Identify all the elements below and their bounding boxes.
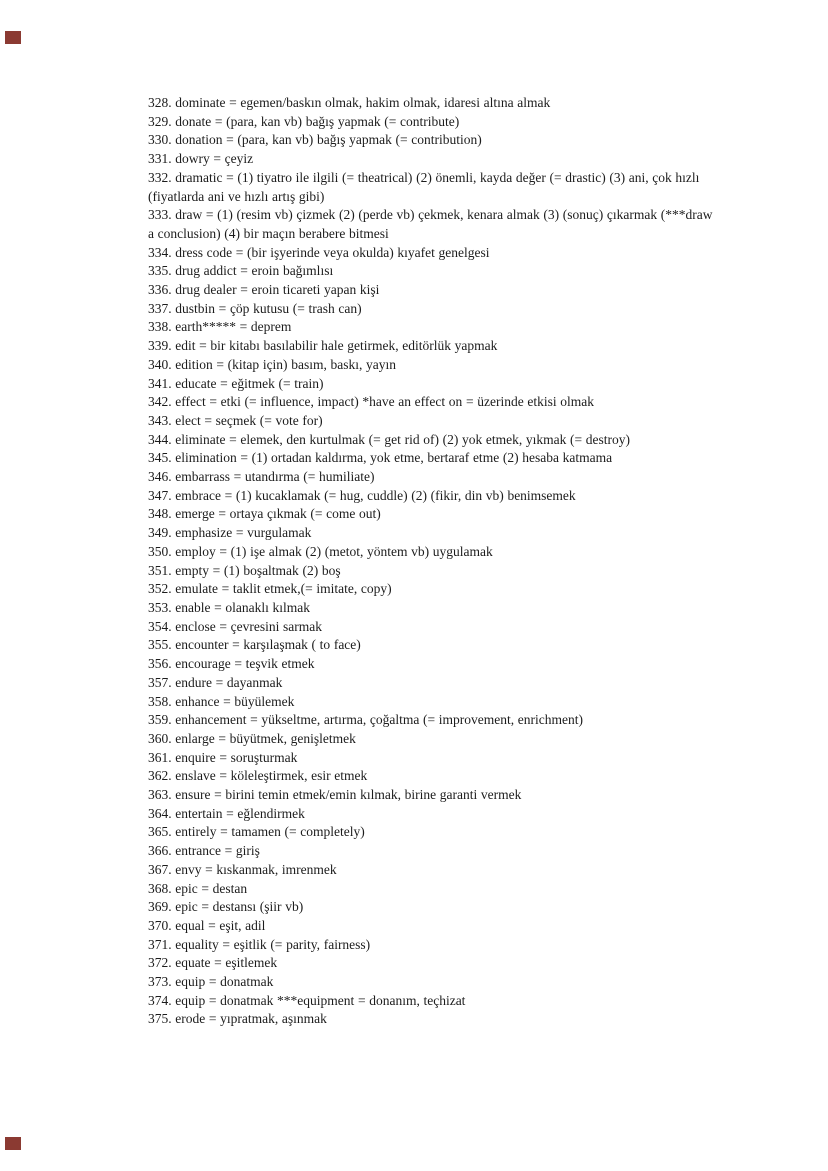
entry-text: elect = seçmek (= vote for) (175, 412, 323, 428)
vocab-entry (148, 618, 722, 637)
entry-text: entirely = tamamen (= completely) (175, 824, 365, 840)
entry-number: 350. (148, 543, 172, 559)
entry-number: 363. (148, 787, 172, 803)
entry-number: 355. (148, 637, 172, 653)
vocab-entry (148, 898, 722, 917)
entry-number: 339. (148, 338, 172, 354)
vocab-entry (148, 262, 722, 281)
entry-text: elimination = (1) ortadan kaldırma, yok etme, bertaraf etme (2) hesaba katmama (175, 450, 613, 466)
vocab-entry (148, 356, 722, 375)
vocab-entry (148, 954, 722, 973)
entry-number: 349. (148, 525, 172, 541)
entry-number: 362. (148, 768, 172, 784)
entry-number: 365. (148, 824, 172, 840)
entry-text: drug addict = eroin bağımlısı (175, 263, 334, 279)
entry-number: 344. (148, 431, 172, 447)
entry-text: emphasize = vurgulamak (175, 525, 312, 541)
entry-text: epic = destan (175, 880, 248, 896)
vocab-entry (148, 655, 722, 674)
vocab-entry (148, 487, 722, 506)
vocab-entry (148, 992, 722, 1011)
entry-number: 356. (148, 656, 172, 672)
vocab-entry (148, 524, 722, 543)
entry-number: 341. (148, 375, 172, 391)
vocab-entry (148, 131, 722, 150)
vocab-entry (148, 300, 722, 319)
vocab-entry (148, 468, 722, 487)
entry-text: enhance = büyülemek (175, 693, 295, 709)
vocab-entry (148, 636, 722, 655)
entry-number: 343. (148, 412, 172, 428)
entry-number: 368. (148, 880, 172, 896)
entry-number: 337. (148, 300, 172, 316)
entry-text: dustbin = çöp kutusu (= trash can) (175, 300, 362, 316)
vocab-entry (148, 674, 722, 693)
vocab-entry (148, 206, 722, 243)
entry-number: 375. (148, 1011, 172, 1027)
entry-number: 333. (148, 207, 172, 223)
vocab-entry (148, 880, 722, 899)
entry-text: encourage = teşvik etmek (175, 656, 315, 672)
entry-text: edit = bir kitabı basılabilir hale getirmek, editörlük yapmak (175, 338, 498, 354)
entry-text: edition = (kitap için) basım, baskı, yayın (175, 356, 396, 372)
entry-text: ensure = birini temin etmek/emin kılmak, birine garanti vermek (175, 787, 522, 803)
entry-number: 366. (148, 843, 172, 859)
vocab-entry (148, 711, 722, 730)
vocab-entry (148, 505, 722, 524)
vocab-entry (148, 281, 722, 300)
entry-number: 374. (148, 992, 172, 1008)
entry-number: 329. (148, 113, 172, 129)
entry-text: effect = etki (= influence, impact) *have an effect on = üzerinde etkisi olmak (175, 394, 594, 410)
entry-text: empty = (1) boşaltmak (2) boş (175, 562, 341, 578)
entry-text: equip = donatmak (175, 974, 274, 990)
entry-text: enhancement = yükseltme, artırma, çoğaltma (= improvement, enrichment) (175, 712, 584, 728)
entry-number: 348. (148, 506, 172, 522)
vocab-entry (148, 917, 722, 936)
vocab-entry (148, 805, 722, 824)
vocab-entry (148, 973, 722, 992)
page-corner-artifact-top (5, 31, 21, 44)
vocab-entry (148, 842, 722, 861)
vocab-entry (148, 693, 722, 712)
entry-number: 345. (148, 450, 172, 466)
vocab-entry (148, 113, 722, 132)
entry-number: 371. (148, 936, 172, 952)
vocab-entry (148, 786, 722, 805)
entry-text: equip = donatmak ***equipment = donanım, teçhizat (175, 992, 466, 1008)
entry-number: 332. (148, 169, 172, 185)
entry-text: embarrass = utandırma (= humiliate) (175, 469, 375, 485)
entry-number: 359. (148, 712, 172, 728)
vocab-entry (148, 337, 722, 356)
vocab-entry (148, 431, 722, 450)
entry-text: eliminate = elemek, den kurtulmak (= get rid of) (2) yok etmek, yıkmak (= destroy) (175, 431, 631, 447)
vocab-entry (148, 599, 722, 618)
entry-number: 338. (148, 319, 172, 335)
entry-number: 358. (148, 693, 172, 709)
entry-text: dramatic = (1) tiyatro ile ilgili (= theatrical) (2) önemli, kayda değer (= drastic) (3) ani, çok hızlı (fiyatlarda ani ve hızlı artış gibi) (148, 169, 700, 204)
entry-number: 340. (148, 356, 172, 372)
entry-number: 367. (148, 861, 172, 877)
entry-text: equate = eşitlemek (175, 955, 278, 971)
entry-number: 331. (148, 151, 172, 167)
entry-number: 347. (148, 487, 172, 503)
entry-number: 360. (148, 730, 172, 746)
entry-number: 336. (148, 282, 172, 298)
entry-text: endure = dayanmak (175, 674, 283, 690)
vocab-entry (148, 543, 722, 562)
entry-number: 372. (148, 955, 172, 971)
entry-number: 373. (148, 974, 172, 990)
vocab-entry (148, 580, 722, 599)
entry-text: entertain = eğlendirmek (175, 805, 305, 821)
entry-text: draw = (1) (resim vb) çizmek (2) (perde vb) çekmek, kenara almak (3) (sonuç) çıkarmak (***draw a conclusion) (4) bir maçın berabere bitmesi (148, 207, 713, 241)
vocab-entry (148, 767, 722, 786)
entry-text: dominate = egemen/baskın olmak, hakim olmak, idaresi altına almak (175, 95, 551, 110)
vocab-entry (148, 562, 722, 581)
entry-text: donation = (para, kan vb) bağış yapmak (= contribution) (175, 132, 482, 148)
entry-text: drug dealer = eroin ticareti yapan kişi (175, 282, 380, 298)
entry-text: dress code = (bir işyerinde veya okulda) kıyafet genelgesi (175, 244, 490, 260)
entry-number: 357. (148, 674, 172, 690)
entry-text: enslave = köleleştirmek, esir etmek (175, 768, 368, 784)
entry-text: enlarge = büyütmek, genişletmek (175, 730, 356, 746)
entry-number: 361. (148, 749, 172, 765)
entry-text: equal = eşit, adil (175, 917, 266, 933)
entry-number: 328. (148, 95, 172, 110)
entry-number: 370. (148, 917, 172, 933)
entry-number: 352. (148, 581, 172, 597)
entry-text: dowry = çeyiz (175, 151, 254, 167)
entry-text: erode = yıpratmak, aşınmak (175, 1011, 327, 1027)
entry-number: 351. (148, 562, 172, 578)
vocab-entry (148, 169, 722, 206)
entry-number: 346. (148, 469, 172, 485)
entry-text: emerge = ortaya çıkmak (= come out) (175, 506, 381, 522)
entry-text: educate = eğitmek (= train) (175, 375, 324, 391)
entry-text: enclose = çevresini sarmak (175, 618, 323, 634)
entry-text: entrance = giriş (175, 843, 260, 859)
entry-number: 369. (148, 899, 172, 915)
entry-number: 330. (148, 132, 172, 148)
entry-text: encounter = karşılaşmak ( to face) (175, 637, 361, 653)
entry-text: envy = kıskanmak, imrenmek (175, 861, 337, 877)
vocab-entry (148, 244, 722, 263)
vocab-entry (148, 150, 722, 169)
vocab-entry (148, 449, 722, 468)
vocab-entry (148, 94, 722, 113)
entry-text: embrace = (1) kucaklamak (= hug, cuddle) (2) (fikir, din vb) benimsemek (175, 487, 576, 503)
vocab-entry-list (148, 94, 722, 1029)
entry-text: enquire = soruşturmak (175, 749, 298, 765)
vocab-entry (148, 393, 722, 412)
vocab-entry (148, 1010, 722, 1029)
entry-text: enable = olanaklı kılmak (175, 599, 311, 615)
vocab-entry (148, 749, 722, 768)
entry-text: epic = destansı (şiir vb) (175, 899, 304, 915)
entry-number: 342. (148, 394, 172, 410)
entry-number: 354. (148, 618, 172, 634)
entry-text: equality = eşitlik (= parity, fairness) (175, 936, 371, 952)
entry-text: earth***** = deprem (175, 319, 292, 335)
entry-number: 335. (148, 263, 172, 279)
vocab-entry (148, 861, 722, 880)
page-corner-artifact-bottom (5, 1137, 21, 1150)
vocab-entry (148, 318, 722, 337)
vocab-entry (148, 936, 722, 955)
entry-text: emulate = taklit etmek,(= imitate, copy) (175, 581, 392, 597)
vocab-entry (148, 730, 722, 749)
entry-number: 334. (148, 244, 172, 260)
vocab-entry (148, 375, 722, 394)
entry-text: employ = (1) işe almak (2) (metot, yöntem vb) uygulamak (175, 543, 493, 559)
vocab-entry (148, 823, 722, 842)
entry-number: 353. (148, 599, 172, 615)
entry-number: 364. (148, 805, 172, 821)
entry-text: donate = (para, kan vb) bağış yapmak (= contribute) (175, 113, 460, 129)
vocab-entry (148, 412, 722, 431)
